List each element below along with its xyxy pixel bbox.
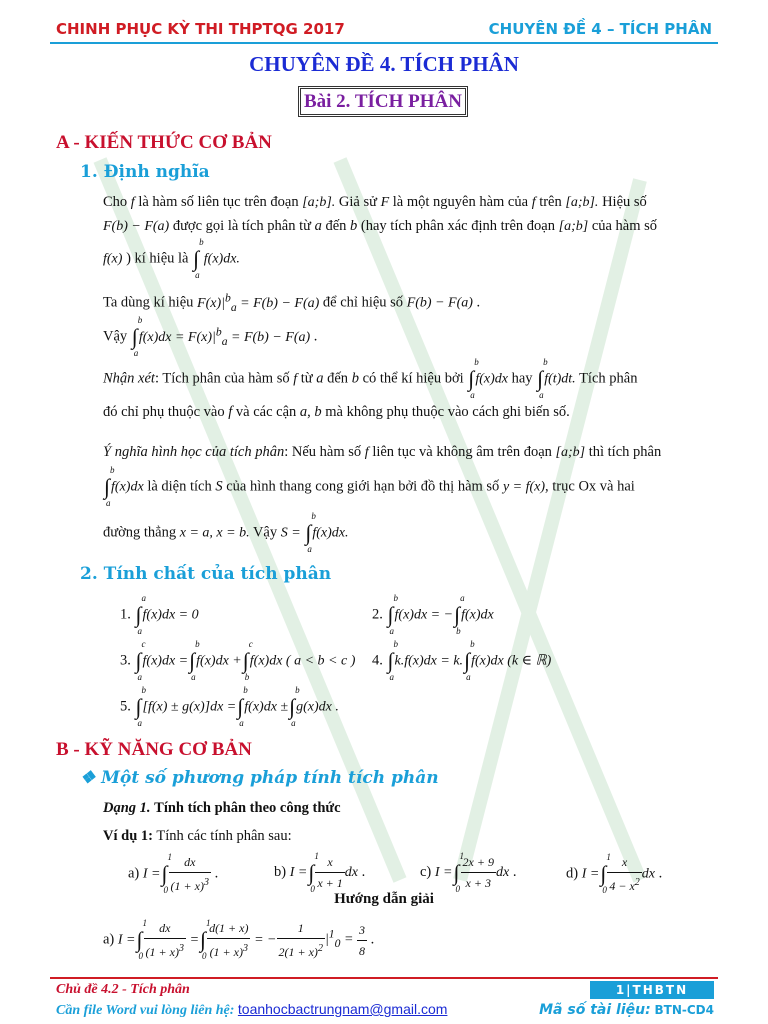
- section-a-heading: A - KIẾN THỨC CƠ BẢN: [56, 132, 272, 153]
- property-1: 1. ∫ a a f(x)dx = 0: [120, 593, 199, 636]
- geometric-line-3: đường thẳng x = a, x = b. Vậy S = ∫ b a f(x)dx.: [103, 511, 349, 554]
- lesson-title-box: Bài 2. TÍCH PHÂN: [298, 86, 468, 117]
- section-b-heading: B - KỸ NĂNG CƠ BẢN: [56, 739, 252, 760]
- property-4: 4. ∫ b a k.f(x)dx = k.∫ b a f(x)dx (k ∈ ℝ): [372, 639, 552, 682]
- diamond-bullet-icon: ❖: [80, 768, 96, 788]
- contact-email-link[interactable]: toanhocbactrungnam@gmail.com: [237, 1001, 448, 1017]
- header-divider: [50, 42, 718, 44]
- geometric-line-1: Ý nghĩa hình học của tích phân: Nếu hàm số f liên tục và không âm trên đoạn [a;b] thì tích phân: [103, 444, 662, 460]
- footer-topic: Chủ đề 4.2 - Tích phân: [56, 982, 190, 997]
- solution-heading: Hướng dẫn giải: [334, 891, 434, 907]
- footer-contact: Cần file Word vui lòng liên hệ: toanhocbactrungnam@gmail.com: [56, 1001, 448, 1018]
- exercise-d: d) I =∫ 1 0 $\frac{x}{4 - x^2}$ dx .: [566, 852, 663, 895]
- method-heading: ❖ Một số phương pháp tính tích phân: [80, 768, 439, 788]
- properties-heading: 2. Tính chất của tích phân: [80, 564, 332, 584]
- property-2: 2. ∫ b a f(x)dx = −∫ a b f(x)dx: [372, 593, 494, 636]
- footer-divider: [50, 977, 718, 979]
- header-right: CHUYÊN ĐỀ 4 – TÍCH PHÂN: [488, 20, 712, 38]
- solution-a: a) I =∫ 1 0 $\frac{dx}{(1 + x)^3}$ =∫ 1 0 $\frac{d(1 + x)}{(1 + x)^3}$ = − $\frac{1}{2(1 + x)^2}$ $|^1_0$ = $\frac{3}{8}$ .: [103, 918, 375, 961]
- definition-line-4: Ta dùng kí hiệu $F(x)|^b_a = F(b) - F(a)$ để chỉ hiệu số F(b) − F(a) .: [103, 291, 481, 314]
- example-1-line: Ví dụ 1: Tính các tính phân sau:: [103, 828, 292, 844]
- definition-line-3: f(x) ) kí hiệu là ∫ b a f(x)dx.: [103, 237, 240, 280]
- type-1-line: Dạng 1. Tính tích phân theo công thức: [103, 800, 341, 816]
- definition-line-2: F(b) − F(a) được gọi là tích phân từ a đến b (hay tích phân xác định trên đoạn [a;b] của hàm số: [103, 218, 658, 234]
- exercise-a: a) I =∫ 1 0 $\frac{dx}{(1 + x)^3}$ .: [128, 852, 219, 895]
- remark-line-1: Nhận xét: Tích phân của hàm số f từ a đến b có thể kí hiệu bởi ∫ b a f(x)dx hay ∫ b a f(t)dt. Tích phân: [103, 357, 638, 400]
- property-5: 5. ∫ b a [f(x) ± g(x)]dx =∫ b a f(x)dx ±∫ b a g(x)dx .: [120, 685, 339, 728]
- definition-line-1: Cho f là hàm số liên tục trên đoạn [a;b]. Giả sử F là một nguyên hàm của f trên [a;b]. Hiệu số: [103, 194, 647, 210]
- document-code: Mã số tài liệu: BTN-CD4: [539, 1002, 714, 1018]
- page-title: CHUYÊN ĐỀ 4. TÍCH PHÂN: [249, 52, 519, 76]
- property-3: 3. ∫ c a f(x)dx =∫ b a f(x)dx +∫ c b f(x)dx ( a < b < c ): [120, 639, 356, 682]
- page-number-box: 1|THBTN: [590, 981, 714, 999]
- geometric-line-2: ∫ b a f(x)dx là diện tích S của hình thang cong giới hạn bởi đồ thị hàm số y = f(x), trục Ox và hai: [104, 465, 635, 508]
- exercise-c: c) I =∫ 1 0 $\frac{2x + 9}{x + 3}$ dx .: [420, 850, 517, 894]
- definition-line-5: Vậy ∫ b a $f(x)dx = F(x)|^b_a = F(b) - F(a)$ .: [103, 315, 318, 359]
- remark-line-2: đó chỉ phụ thuộc vào f và các cận a, b mà không phụ thuộc vào cách ghi biến số.: [103, 404, 570, 420]
- definition-heading: 1. Định nghĩa: [80, 162, 210, 182]
- exercise-b: b) I =∫ 1 0 $\frac{x}{x + 1}$ dx .: [274, 850, 366, 894]
- header-left: CHINH PHỤC KỲ THI THPTQG 2017: [56, 20, 345, 38]
